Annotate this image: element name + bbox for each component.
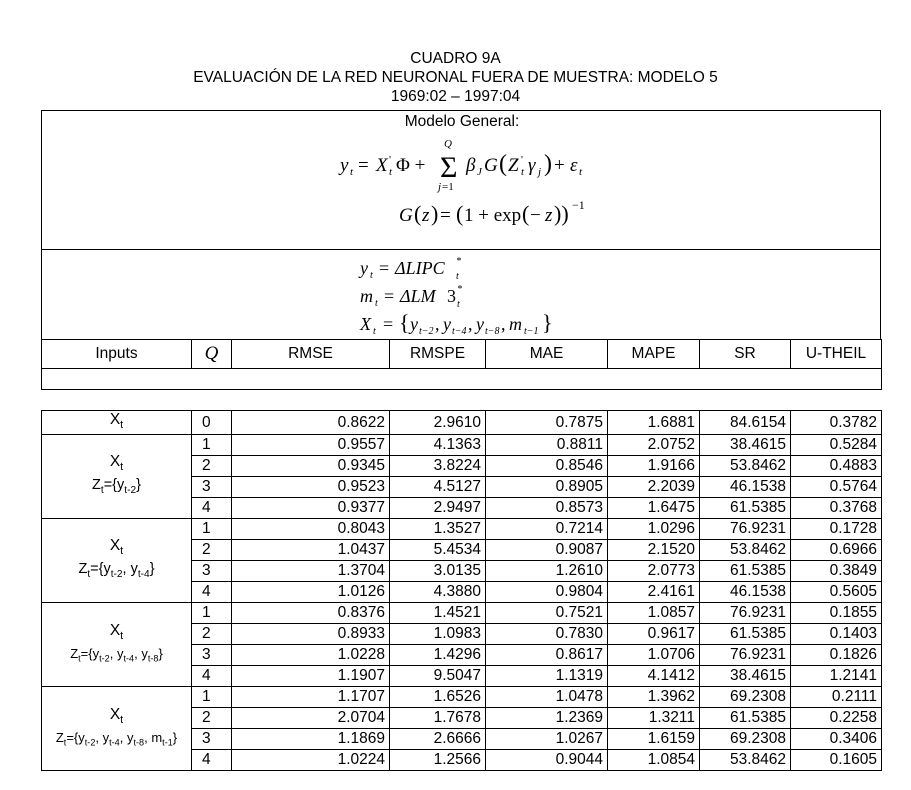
metric-cell: 53.8462 xyxy=(700,750,791,771)
table-header-row xyxy=(42,340,882,369)
inputs-cell xyxy=(42,411,192,435)
metric-cell: 46.1538 xyxy=(700,477,791,498)
metric-cell: 1.4296 xyxy=(390,645,486,666)
svg-text:(: ( xyxy=(522,201,530,226)
inputs-z-label: $Z_t=\{y_{t-2}$, $y_{t-4}$} xyxy=(78,561,155,581)
metric-cell: 1.1907 xyxy=(232,666,390,687)
metric-cell: 2.9497 xyxy=(390,498,486,519)
q-cell: 3 xyxy=(192,561,232,582)
svg-text:Z: Z xyxy=(508,155,519,176)
svg-text:J: J xyxy=(477,166,482,178)
table-row xyxy=(42,519,882,540)
metric-cell: 1.7678 xyxy=(390,708,486,729)
metric-cell: 4.1412 xyxy=(608,666,700,687)
svg-text:y: y xyxy=(360,258,368,278)
q-cell: 3 xyxy=(192,729,232,750)
svg-text:j: j xyxy=(538,166,542,178)
metric-cell: 4.3880 xyxy=(390,582,486,603)
variable-definitions-figure xyxy=(42,250,882,340)
svg-text:=: = xyxy=(383,314,394,334)
metric-cell: 1.3211 xyxy=(608,708,700,729)
metric-cell: 1.2141 xyxy=(791,666,882,687)
metric-cell: 1.6159 xyxy=(608,729,700,750)
svg-text:t: t xyxy=(373,326,376,337)
column-header: RMSPE xyxy=(390,340,486,369)
metric-cell: 46.1538 xyxy=(700,582,791,603)
svg-text:1 + exp: 1 + exp xyxy=(464,205,522,226)
metric-cell: 1.0296 xyxy=(608,519,700,540)
results-table xyxy=(41,339,882,771)
svg-text:t−2: t−2 xyxy=(419,326,434,337)
metric-cell: 53.8462 xyxy=(700,540,791,561)
svg-text:(: ( xyxy=(499,151,507,177)
q-cell: 4 xyxy=(192,582,232,603)
svg-text:Σ: Σ xyxy=(440,151,458,184)
metric-cell: 0.2258 xyxy=(791,708,882,729)
metric-cell: 0.9617 xyxy=(608,624,700,645)
svg-text:)): )) xyxy=(554,201,569,226)
svg-text:*: * xyxy=(457,284,462,295)
q-cell: 2 xyxy=(192,624,232,645)
metric-cell: 61.5385 xyxy=(700,561,791,582)
metric-cell: 0.8622 xyxy=(232,411,390,435)
metric-cell: 0.3406 xyxy=(791,729,882,750)
metric-cell: 1.4521 xyxy=(390,603,486,624)
svg-text:t−8: t−8 xyxy=(485,326,500,337)
metric-cell: 2.0704 xyxy=(232,708,390,729)
svg-text:+: + xyxy=(554,155,565,176)
inputs-x-label: $X_t$ xyxy=(109,621,124,642)
svg-text:): ) xyxy=(544,151,552,177)
metric-cell: 0.1605 xyxy=(791,750,882,771)
metric-cell: 76.9231 xyxy=(700,603,791,624)
svg-text:y: y xyxy=(476,314,484,334)
svg-text:=: = xyxy=(379,258,390,278)
svg-text:−: − xyxy=(530,205,541,226)
svg-text:=: = xyxy=(440,205,451,226)
svg-text:t: t xyxy=(521,166,525,178)
general-model-box xyxy=(41,110,881,250)
svg-text:z: z xyxy=(422,205,430,226)
q-cell: 4 xyxy=(192,498,232,519)
metric-cell: 1.0857 xyxy=(608,603,700,624)
inputs-z-label: $Z_t=\{y_{t-2}$, $y_{t-4}$, $y_{t-8}$} xyxy=(70,645,163,664)
activation-equation-figure xyxy=(42,197,882,231)
metric-cell: 1.0228 xyxy=(232,645,390,666)
metric-cell: 1.9166 xyxy=(608,456,700,477)
q-cell: 3 xyxy=(192,477,232,498)
svg-text:*: * xyxy=(456,256,461,267)
metric-cell: 76.9231 xyxy=(700,645,791,666)
svg-text:ΔLM: ΔLM xyxy=(400,286,436,306)
inputs-cell xyxy=(42,435,192,519)
svg-text:G: G xyxy=(399,205,413,226)
metric-cell: 0.7830 xyxy=(486,624,608,645)
general-model-title: Modelo General: xyxy=(404,113,520,130)
metric-cell: 69.2308 xyxy=(700,729,791,750)
svg-text:,: , xyxy=(468,314,473,334)
metric-cell: 1.0706 xyxy=(608,645,700,666)
svg-text:}: } xyxy=(542,310,553,335)
metric-cell: 0.9523 xyxy=(232,477,390,498)
metric-cell: 0.8933 xyxy=(232,624,390,645)
metric-cell: 61.5385 xyxy=(700,624,791,645)
metric-cell: 1.6526 xyxy=(390,687,486,708)
metric-cell: 3.0135 xyxy=(390,561,486,582)
metric-cell: 1.1707 xyxy=(232,687,390,708)
svg-text:t−1: t−1 xyxy=(524,326,539,337)
metric-cell: 0.1728 xyxy=(791,519,882,540)
metric-cell: 1.2566 xyxy=(390,750,486,771)
column-header: Q xyxy=(192,340,232,369)
metric-cell: 1.2610 xyxy=(486,561,608,582)
column-header: Inputs xyxy=(42,340,192,369)
metric-cell: 0.8573 xyxy=(486,498,608,519)
inputs-x-label: $X_t$ xyxy=(109,537,124,558)
q-cell: 2 xyxy=(192,708,232,729)
metric-cell: 0.3768 xyxy=(791,498,882,519)
metric-cell: 0.2111 xyxy=(791,687,882,708)
q-cell: 3 xyxy=(192,645,232,666)
table-row xyxy=(42,603,882,624)
inputs-z-label: $Z_t=\{y_{t-2}\}$ xyxy=(92,477,141,497)
metric-cell: 1.2369 xyxy=(486,708,608,729)
metric-cell: 0.5764 xyxy=(791,477,882,498)
metric-cell: 1.0478 xyxy=(486,687,608,708)
metric-cell: 5.4534 xyxy=(390,540,486,561)
metric-cell: 0.1403 xyxy=(791,624,882,645)
table-row xyxy=(42,411,882,435)
metric-cell: 0.8376 xyxy=(232,603,390,624)
metric-cell: 1.0983 xyxy=(390,624,486,645)
svg-text:(: ( xyxy=(456,201,464,226)
metric-cell: 1.6475 xyxy=(608,498,700,519)
svg-text:γ: γ xyxy=(528,155,536,176)
svg-text:,: , xyxy=(501,314,506,334)
svg-text:t: t xyxy=(389,166,393,178)
variable-definitions-box xyxy=(41,249,881,340)
activation-equation xyxy=(42,197,882,231)
table-row xyxy=(42,687,882,708)
metric-cell: 53.8462 xyxy=(700,456,791,477)
inputs-x-label: $X_t$ xyxy=(109,411,124,432)
svg-text:3: 3 xyxy=(447,286,456,306)
svg-text:ΔLIPC: ΔLIPC xyxy=(395,258,445,278)
main-equation xyxy=(42,135,882,195)
svg-text:y: y xyxy=(340,155,349,176)
metric-cell: 1.0224 xyxy=(232,750,390,771)
column-header: SR xyxy=(700,340,791,369)
metric-cell: 0.9044 xyxy=(486,750,608,771)
svg-text:X: X xyxy=(360,314,371,334)
q-cell: 1 xyxy=(192,603,232,624)
metric-cell: 4.1363 xyxy=(390,435,486,456)
svg-text:t: t xyxy=(350,166,354,178)
metric-cell: 1.0437 xyxy=(232,540,390,561)
table-caption-period: 1969:02 – 1997:04 xyxy=(390,88,521,105)
svg-text:): ) xyxy=(431,201,439,226)
metric-cell: 69.2308 xyxy=(700,687,791,708)
column-header: MAPE xyxy=(608,340,700,369)
inputs-x-label: $X_t$ xyxy=(109,705,124,726)
metric-cell: 0.5605 xyxy=(791,582,882,603)
metric-cell: 0.9345 xyxy=(232,456,390,477)
svg-text:{: { xyxy=(399,310,410,335)
q-cell: 2 xyxy=(192,540,232,561)
metric-cell: 2.2039 xyxy=(608,477,700,498)
metric-cell: 4.5127 xyxy=(390,477,486,498)
table-spacer-row xyxy=(42,390,882,411)
svg-text:,: , xyxy=(435,314,440,334)
svg-text:G: G xyxy=(484,155,498,176)
column-header: U-THEIL xyxy=(791,340,882,369)
metric-cell: 76.9231 xyxy=(700,519,791,540)
metric-cell: 61.5385 xyxy=(700,708,791,729)
svg-text:Φ +: Φ + xyxy=(396,155,426,176)
svg-text:(: ( xyxy=(414,201,422,226)
metric-cell: 38.4615 xyxy=(700,666,791,687)
metric-cell: 0.9377 xyxy=(232,498,390,519)
svg-text:=1: =1 xyxy=(442,181,454,193)
metric-cell: 0.9804 xyxy=(486,582,608,603)
metric-cell: 1.0126 xyxy=(232,582,390,603)
table-caption-title: EVALUACIÓN DE LA RED NEURONAL FUERA DE MUESTRA: MODELO 5 xyxy=(193,69,718,86)
q-cell: 0 xyxy=(192,411,232,435)
metric-cell: 38.4615 xyxy=(700,435,791,456)
svg-text:ε: ε xyxy=(570,155,578,176)
svg-text:t−4: t−4 xyxy=(452,326,467,337)
metric-cell: 3.8224 xyxy=(390,456,486,477)
svg-text:t: t xyxy=(457,299,460,310)
metric-cell: 61.5385 xyxy=(700,498,791,519)
metric-cell: 0.7214 xyxy=(486,519,608,540)
svg-text:y: y xyxy=(443,314,451,334)
metric-cell: 9.5047 xyxy=(390,666,486,687)
svg-text:m: m xyxy=(360,286,373,306)
metric-cell: 0.8043 xyxy=(232,519,390,540)
metric-cell: 0.3782 xyxy=(791,411,882,435)
metric-cell: 0.8617 xyxy=(486,645,608,666)
q-cell: 2 xyxy=(192,456,232,477)
metric-cell: 1.0854 xyxy=(608,750,700,771)
metric-cell: 0.7875 xyxy=(486,411,608,435)
metric-cell: 1.1319 xyxy=(486,666,608,687)
inputs-cell xyxy=(42,519,192,603)
metric-cell: 0.8811 xyxy=(486,435,608,456)
table-caption-number: CUADRO 9A xyxy=(410,50,501,67)
inputs-cell xyxy=(42,603,192,687)
svg-text:β: β xyxy=(466,155,476,176)
metric-cell: 1.3962 xyxy=(608,687,700,708)
metric-cell: 0.3849 xyxy=(791,561,882,582)
table-row xyxy=(42,435,882,456)
svg-text:': ' xyxy=(389,154,391,166)
svg-text:t: t xyxy=(370,270,373,281)
metric-cell: 0.4883 xyxy=(791,456,882,477)
metric-cell: 0.1826 xyxy=(791,645,882,666)
metric-cell: 1.6881 xyxy=(608,411,700,435)
metric-cell: 1.3527 xyxy=(390,519,486,540)
metric-cell: 2.0752 xyxy=(608,435,700,456)
metric-cell: 84.6154 xyxy=(700,411,791,435)
metric-cell: 2.1520 xyxy=(608,540,700,561)
svg-text:Q: Q xyxy=(444,138,452,150)
svg-text:t: t xyxy=(456,271,459,282)
metric-cell: 2.6666 xyxy=(390,729,486,750)
svg-text:j: j xyxy=(438,181,442,193)
equation-m xyxy=(360,284,462,310)
metric-cell: 1.1869 xyxy=(232,729,390,750)
equation-y xyxy=(358,256,461,282)
metric-cell: 0.7521 xyxy=(486,603,608,624)
metric-cell: 0.8546 xyxy=(486,456,608,477)
metric-cell: 0.9087 xyxy=(486,540,608,561)
metric-cell: 0.9557 xyxy=(232,435,390,456)
inputs-z-label: $Z_t=\{y_{t-2}$, $y_{t-4}$, $y_{t-8}$, $m_{t-1}$} xyxy=(55,729,178,748)
svg-text:t: t xyxy=(579,166,583,178)
inputs-x-label: $X_t$ xyxy=(109,453,124,474)
equation-x xyxy=(359,310,553,337)
metric-cell: 0.8905 xyxy=(486,477,608,498)
column-header: MAE xyxy=(486,340,608,369)
main-equation-figure xyxy=(42,135,882,197)
q-cell: 4 xyxy=(192,666,232,687)
q-cell: 1 xyxy=(192,687,232,708)
svg-text:=: = xyxy=(358,155,369,176)
svg-text:X: X xyxy=(376,155,388,176)
svg-text:m: m xyxy=(509,314,522,334)
metric-cell: 1.0267 xyxy=(486,729,608,750)
metric-cell: 2.9610 xyxy=(390,411,486,435)
metric-cell: 0.5284 xyxy=(791,435,882,456)
table-blank-row xyxy=(42,369,882,390)
metric-cell: 0.1855 xyxy=(791,603,882,624)
q-cell: 4 xyxy=(192,750,232,771)
metric-cell: 2.4161 xyxy=(608,582,700,603)
inputs-cell xyxy=(42,687,192,771)
metric-cell: 2.0773 xyxy=(608,561,700,582)
svg-text:': ' xyxy=(521,154,523,166)
q-cell: 1 xyxy=(192,435,232,456)
svg-text:−1: −1 xyxy=(572,198,585,212)
svg-text:z: z xyxy=(545,205,553,226)
q-cell: 1 xyxy=(192,519,232,540)
metric-cell: 0.6966 xyxy=(791,540,882,561)
column-header: RMSE xyxy=(232,340,390,369)
metric-cell: 1.3704 xyxy=(232,561,390,582)
svg-text:=: = xyxy=(384,286,395,306)
svg-text:t: t xyxy=(375,298,378,309)
svg-text:y: y xyxy=(410,314,418,334)
